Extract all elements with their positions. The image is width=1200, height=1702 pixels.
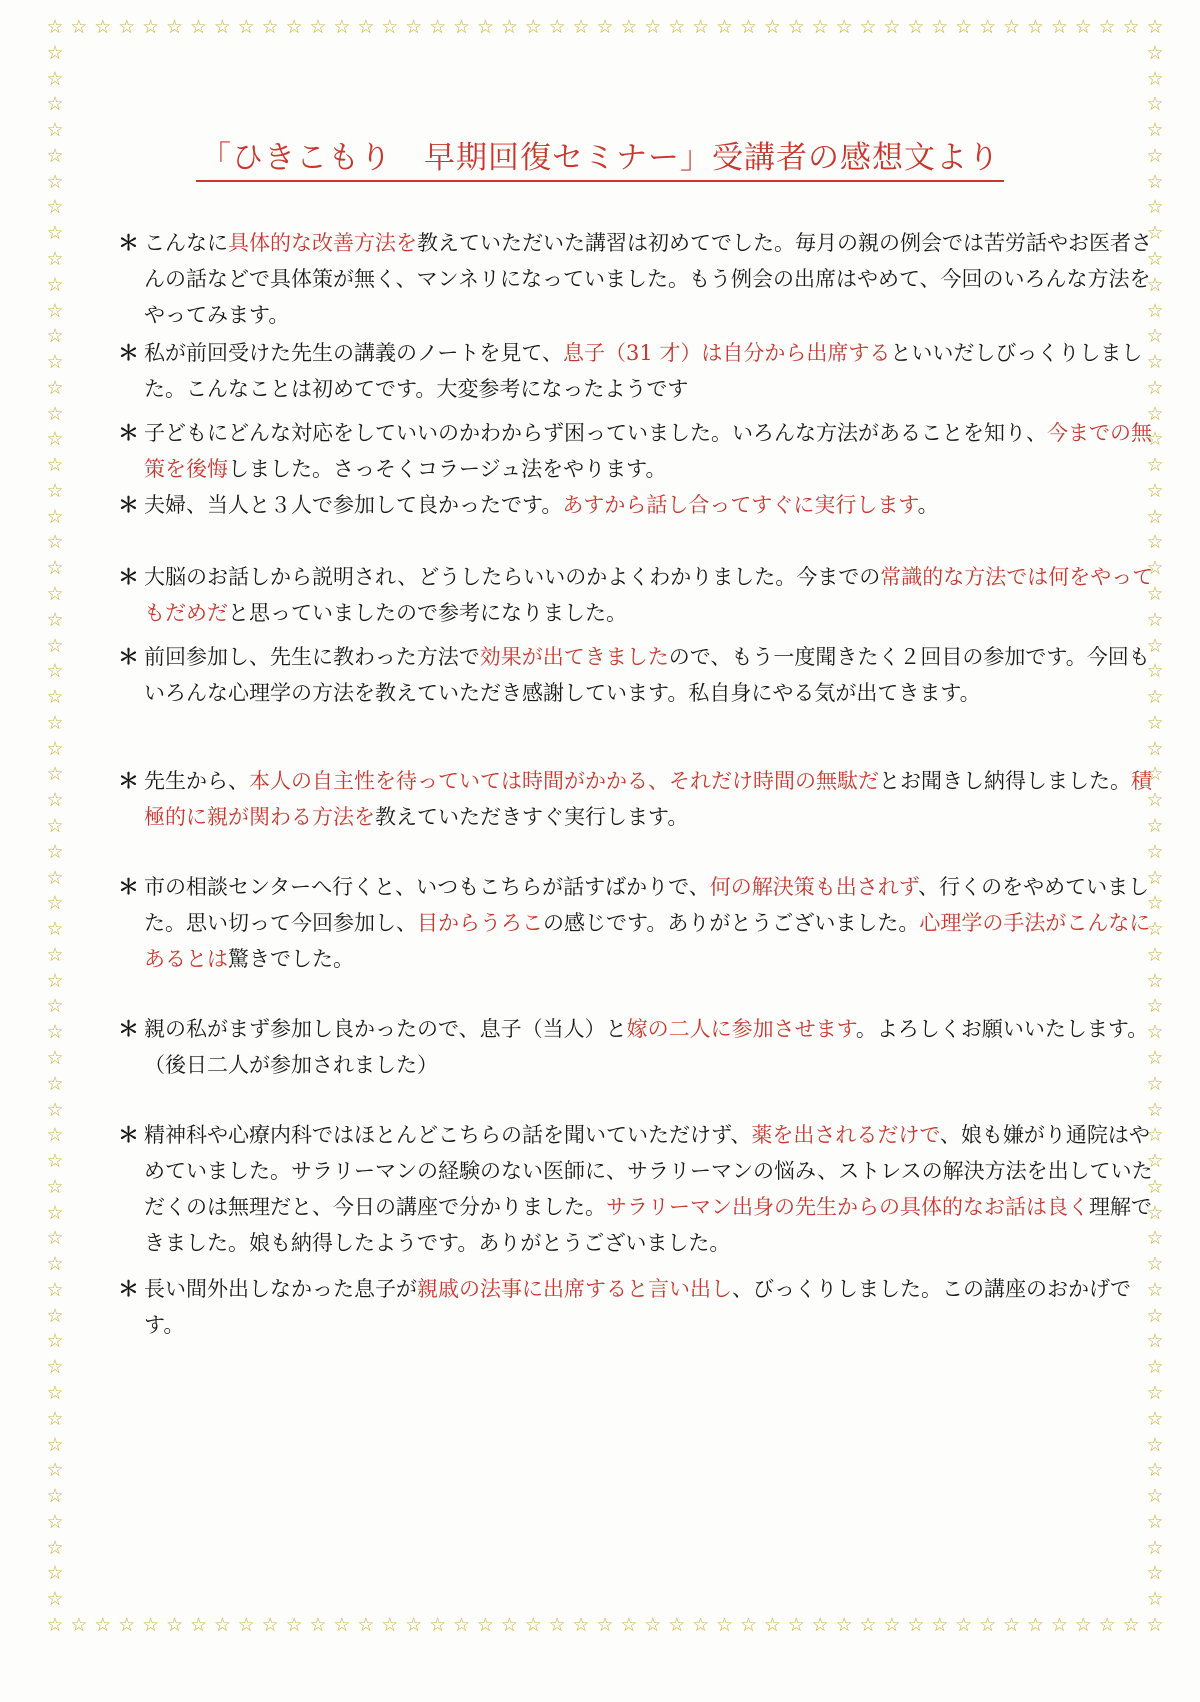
star-outline-icon: ☆ [46,815,64,837]
comment-text: 前回参加し、先生に教わった方法で [144,645,480,669]
star-outline-icon: ☆ [429,16,447,38]
highlighted-text: 今までの無策を後悔 [144,421,1152,481]
comment-item [118,335,1156,407]
star-outline-icon: ☆ [1146,840,1164,863]
star-outline-icon: ☆ [46,273,64,296]
star-outline-icon: ☆ [118,16,136,38]
star-outline-icon: ☆ [429,1614,447,1636]
star-outline-icon: ☆ [46,67,64,90]
star-outline-icon: ☆ [1146,943,1164,966]
bullet-marker: ＊ [118,645,139,669]
star-outline-icon: ☆ [46,1356,64,1379]
star-outline-icon: ☆ [452,1614,471,1636]
comment-text: 。 [917,493,939,517]
star-outline-icon: ☆ [46,1588,64,1611]
star-outline-icon: ☆ [787,16,805,38]
star-outline-icon: ☆ [46,943,64,966]
highlighted-text: 薬を出されるだけで [751,1123,940,1147]
star-outline-icon: ☆ [548,1614,566,1636]
star-outline-icon: ☆ [142,16,160,38]
star-outline-icon: ☆ [46,583,64,606]
star-outline-icon: ☆ [46,866,64,889]
star-outline-icon: ☆ [285,16,303,38]
highlighted-text: 親戚の法事に出席すると言い出し [417,1277,732,1301]
star-outline-icon: ☆ [70,1614,88,1636]
star-outline-icon: ☆ [1146,1253,1164,1276]
star-outline-icon: ☆ [309,1614,327,1636]
star-outline-icon: ☆ [213,16,231,38]
bullet-marker: ＊ [118,341,139,365]
star-outline-icon: ☆ [1146,1562,1164,1585]
highlighted-text: 具体的な改善方法を [228,231,417,255]
star-outline-icon: ☆ [1146,686,1164,709]
star-outline-icon: ☆ [46,557,64,580]
star-outline-icon: ☆ [46,1433,64,1456]
star-outline-icon: ☆ [46,660,64,683]
comment-text: 私が前回受けた先生の講義のノートを見て、 [144,341,563,365]
star-outline-icon: ☆ [1146,531,1164,554]
star-outline-icon: ☆ [476,16,494,38]
star-outline-icon: ☆ [46,1614,64,1636]
comment-item [118,559,1156,631]
star-outline-icon: ☆ [1146,247,1164,270]
comment-text: 驚きでした。 [228,947,354,971]
star-outline-icon: ☆ [1146,41,1164,64]
star-outline-icon: ☆ [620,16,638,38]
comment-text: 子どもにどんな対応をしていいのかわからず困っていました。いろんな方法があることを知り、 [144,421,1047,445]
star-outline-icon: ☆ [1146,866,1164,889]
star-outline-icon: ☆ [189,16,207,38]
star-outline-icon: ☆ [46,1072,64,1095]
star-outline-icon: ☆ [94,1614,112,1636]
star-outline-icon: ☆ [46,325,64,348]
comment-text: 、娘も嫌がり通院はやめていました。サラリーマンの経験のない医師に、サラリーマンの悩み、ストレスの解決方法を出していただくのは無理だと、今日の講座で分かりました。 [144,1123,1153,1219]
star-outline-icon: ☆ [46,428,64,451]
star-outline-icon: ☆ [955,16,973,38]
star-outline-icon: ☆ [46,1175,64,1198]
star-outline-icon: ☆ [1146,273,1164,296]
comment-text: 夫婦、当人と３人で参加して良かったです。 [144,493,563,517]
star-outline-icon: ☆ [1146,1485,1164,1508]
star-outline-icon: ☆ [46,16,64,38]
comment-item [118,869,1156,977]
star-outline-icon: ☆ [1098,1614,1116,1636]
star-outline-icon: ☆ [452,16,471,38]
star-outline-icon: ☆ [692,1614,710,1636]
star-outline-icon: ☆ [1146,1304,1164,1327]
star-outline-icon: ☆ [46,969,64,992]
star-outline-icon: ☆ [1146,428,1164,451]
star-outline-icon: ☆ [381,1614,399,1636]
star-outline-icon: ☆ [70,16,88,38]
highlighted-text: 心理学の手法がこんなにあるとは [144,911,1151,971]
star-outline-icon: ☆ [716,1614,734,1636]
star-outline-icon: ☆ [979,1614,997,1636]
star-outline-icon: ☆ [1002,1614,1021,1636]
star-outline-icon: ☆ [46,402,64,425]
star-outline-icon: ☆ [46,1253,64,1276]
highlighted-text: 目からうろこ [417,911,543,935]
star-outline-icon: ☆ [1146,16,1164,38]
highlighted-text: 積極的に親が関わる方法を [144,769,1152,829]
star-outline-icon: ☆ [309,16,327,38]
star-outline-icon: ☆ [1146,67,1164,90]
highlighted-text: 息子（31 才）は自分から出席する [562,341,891,365]
star-outline-icon: ☆ [955,1614,973,1636]
comment-text: 市の相談センターへ行くと、いつもこちらが話すばかりで、 [144,875,710,899]
star-outline-icon: ☆ [46,1098,64,1121]
bullet-marker: ＊ [118,769,139,793]
bullet-marker: ＊ [118,1017,139,1041]
star-outline-icon: ☆ [716,16,734,38]
star-outline-icon: ☆ [1146,376,1164,399]
star-outline-icon: ☆ [46,299,64,322]
star-outline-icon: ☆ [476,1614,494,1636]
star-outline-icon: ☆ [46,1485,64,1508]
star-outline-icon: ☆ [1146,1356,1164,1379]
comment-text: の感じです。ありがとうございました。 [543,911,920,935]
star-outline-icon: ☆ [1146,1021,1164,1044]
comment-text: 理解できました。娘も納得したようです。ありがとうございました。 [144,1195,1152,1255]
star-outline-icon: ☆ [1122,16,1140,38]
star-outline-icon: ☆ [357,1614,375,1636]
page-title [0,132,1200,177]
star-outline-icon: ☆ [261,1614,279,1636]
bullet-marker: ＊ [118,875,139,899]
star-outline-icon: ☆ [1146,170,1164,193]
star-outline-icon: ☆ [46,1201,64,1224]
star-outline-icon: ☆ [261,16,279,38]
star-outline-icon: ☆ [548,16,566,38]
star-outline-icon: ☆ [1146,1150,1164,1173]
star-outline-icon: ☆ [644,1614,662,1636]
star-outline-icon: ☆ [333,16,351,38]
star-outline-icon: ☆ [46,531,64,554]
star-outline-icon: ☆ [46,1304,64,1327]
star-outline-icon: ☆ [1146,479,1164,502]
star-outline-icon: ☆ [166,1614,184,1636]
star-outline-icon: ☆ [668,1614,686,1636]
star-outline-icon: ☆ [620,1614,638,1636]
star-outline-icon: ☆ [1146,196,1164,219]
comment-text: 教えていただいた講習は初めてでした。毎月の親の例会では苦労話やお医者さんの話などで具体策が無く、マンネリになっていました。もう例会の出席はやめて、今回のいろんな方法をやってみます。 [144,231,1152,327]
star-outline-icon: ☆ [1146,1459,1164,1482]
star-outline-icon: ☆ [46,1021,64,1044]
star-outline-icon: ☆ [1146,711,1164,734]
star-outline-icon: ☆ [931,16,949,38]
star-outline-icon: ☆ [46,1278,64,1301]
highlighted-text: 何の解決策も出されず [709,875,919,899]
star-outline-icon: ☆ [405,16,423,38]
star-outline-icon: ☆ [46,686,64,709]
star-outline-icon: ☆ [1122,1614,1140,1636]
star-outline-icon: ☆ [1146,325,1164,348]
comment-text: 教えていただきすぐ実行します。 [375,805,689,829]
comment-text: 、行くのをやめていました。思い切って今回参加し、 [144,875,1150,935]
star-outline-icon: ☆ [835,16,853,38]
highlighted-text: 効果が出てきました [479,645,669,669]
star-outline-icon: ☆ [763,16,781,38]
comment-item [118,487,1156,523]
star-outline-icon: ☆ [46,1407,64,1430]
star-outline-icon: ☆ [524,16,542,38]
star-outline-icon: ☆ [644,16,662,38]
star-outline-icon: ☆ [835,1614,853,1636]
star-outline-icon: ☆ [1146,454,1164,477]
star-outline-icon: ☆ [1146,1382,1164,1405]
star-outline-icon: ☆ [811,16,829,38]
star-outline-icon: ☆ [381,16,399,38]
star-outline-icon: ☆ [1146,1588,1164,1611]
star-outline-icon: ☆ [1146,1510,1164,1533]
star-outline-icon: ☆ [46,196,64,219]
comment-item [118,225,1156,333]
star-outline-icon: ☆ [859,1614,877,1636]
star-outline-icon: ☆ [1146,1175,1164,1198]
comment-text: 先生から、 [144,769,249,793]
star-outline-icon: ☆ [1050,16,1068,38]
star-outline-icon: ☆ [237,1614,255,1636]
bullet-marker: ＊ [118,1277,139,1301]
star-outline-icon: ☆ [46,1562,64,1585]
star-outline-icon: ☆ [1146,1614,1164,1636]
star-outline-icon: ☆ [1146,634,1164,657]
star-outline-icon: ☆ [1098,16,1116,38]
star-outline-icon: ☆ [692,16,710,38]
comment-text: こんなに [144,231,228,255]
page-title-text: 「ひきこもり 早期回復セミナー」受講者の感想文より [196,140,1004,182]
star-outline-icon: ☆ [46,763,64,786]
star-outline-icon: ☆ [1146,1046,1164,1069]
star-outline-icon: ☆ [1146,737,1164,760]
highlighted-text: あすから話し合ってすぐに実行します [562,493,918,517]
star-outline-icon: ☆ [46,93,64,116]
highlighted-text: 嫁の二人に参加させます [626,1017,856,1041]
star-outline-icon: ☆ [46,479,64,502]
star-outline-icon: ☆ [46,1510,64,1533]
star-outline-icon: ☆ [46,505,64,528]
star-outline-icon: ☆ [189,1614,207,1636]
star-outline-icon: ☆ [668,16,686,38]
star-outline-icon: ☆ [572,1614,590,1636]
star-outline-icon: ☆ [1026,1614,1044,1636]
star-outline-icon: ☆ [1146,144,1164,167]
star-outline-icon: ☆ [1146,789,1164,812]
star-outline-icon: ☆ [524,1614,542,1636]
highlighted-text: サラリーマン出身の先生からの具体的なお話は良く [606,1195,1089,1219]
star-outline-icon: ☆ [46,1330,64,1353]
star-outline-icon: ☆ [1146,1330,1164,1353]
star-outline-icon: ☆ [907,1614,925,1636]
star-outline-icon: ☆ [1074,16,1092,38]
star-outline-icon: ☆ [1002,16,1021,38]
star-outline-icon: ☆ [405,1614,423,1636]
bullet-marker: ＊ [118,421,139,445]
star-outline-icon: ☆ [46,608,64,631]
star-outline-icon: ☆ [883,16,901,38]
star-outline-icon: ☆ [1146,1072,1164,1095]
star-outline-icon: ☆ [46,918,64,941]
star-outline-icon: ☆ [46,634,64,657]
star-outline-icon: ☆ [237,16,255,38]
highlighted-text: 常識的な方法では何をやってもだめだ [144,565,1154,625]
star-outline-icon: ☆ [1074,1614,1092,1636]
comment-text: とお聞きし納得しました。 [879,769,1131,793]
star-outline-icon: ☆ [1146,557,1164,580]
star-outline-icon: ☆ [46,1227,64,1250]
star-outline-icon: ☆ [931,1614,949,1636]
star-outline-icon: ☆ [46,1536,64,1559]
star-outline-icon: ☆ [1146,763,1164,786]
comment-text: といいだしびっくりしました。こんなことは初めてです。大変参考になったようです [144,341,1143,401]
star-outline-icon: ☆ [1050,1614,1068,1636]
star-outline-icon: ☆ [1146,222,1164,245]
star-outline-icon: ☆ [46,144,64,167]
star-outline-icon: ☆ [907,16,925,38]
star-outline-icon: ☆ [1146,1201,1164,1224]
star-outline-icon: ☆ [763,1614,781,1636]
star-outline-icon: ☆ [142,1614,160,1636]
star-outline-icon: ☆ [46,454,64,477]
star-outline-icon: ☆ [46,892,64,915]
star-outline-icon: ☆ [46,351,64,374]
star-outline-icon: ☆ [1146,660,1164,683]
star-outline-icon: ☆ [859,16,877,38]
comment-item [118,1011,1156,1083]
star-outline-icon: ☆ [46,247,64,270]
star-outline-icon: ☆ [46,840,64,863]
star-outline-icon: ☆ [1146,1278,1164,1301]
star-outline-icon: ☆ [1146,969,1164,992]
star-outline-icon: ☆ [1146,892,1164,915]
comment-text: 長い間外出しなかった息子が [144,1277,417,1301]
star-outline-icon: ☆ [1146,1407,1164,1430]
comment-text: 。よろしくお願いいたします。（後日二人が参加されました） [144,1017,1149,1077]
bullet-marker: ＊ [118,493,139,517]
comment-item [118,639,1156,711]
star-outline-icon: ☆ [1146,93,1164,116]
star-outline-icon: ☆ [46,41,64,64]
star-outline-icon: ☆ [46,711,64,734]
star-outline-icon: ☆ [883,1614,901,1636]
comment-item [118,1271,1156,1343]
star-outline-icon: ☆ [1146,505,1164,528]
star-outline-icon: ☆ [596,1614,614,1636]
comment-text: 親の私がまず参加し良かったので、息子（当人）と [144,1017,627,1041]
star-outline-icon: ☆ [787,1614,805,1636]
star-outline-icon: ☆ [46,1459,64,1482]
star-outline-icon: ☆ [1146,1227,1164,1250]
star-outline-icon: ☆ [213,1614,231,1636]
bullet-marker: ＊ [118,1123,139,1147]
star-outline-icon: ☆ [46,789,64,812]
star-outline-icon: ☆ [1026,16,1044,38]
star-outline-icon: ☆ [46,376,64,399]
star-outline-icon: ☆ [1146,815,1164,837]
star-outline-icon: ☆ [285,1614,303,1636]
star-outline-icon: ☆ [46,737,64,760]
star-outline-icon: ☆ [1146,402,1164,425]
star-outline-icon: ☆ [1146,1433,1164,1456]
star-outline-icon: ☆ [46,995,64,1018]
comment-item [118,1117,1156,1261]
star-outline-icon: ☆ [1146,1536,1164,1559]
star-outline-icon: ☆ [1146,299,1164,322]
bullet-marker: ＊ [118,231,139,255]
star-outline-icon: ☆ [572,16,590,38]
comment-text: ので、もう一度聞きたく２回目の参加です。今回もいろんな心理学の方法を教えていただき感謝しています。私自身にやる気が出てきます。 [144,645,1150,705]
star-outline-icon: ☆ [811,1614,829,1636]
star-outline-icon: ☆ [46,170,64,193]
comment-text: しました。さっそくコラージュ法をやります。 [228,457,667,481]
star-outline-icon: ☆ [1146,1124,1164,1147]
bullet-marker: ＊ [118,565,139,589]
highlighted-text: 本人の自主性を待っていては時間がかかる、それだけ時間の無駄だ [249,769,879,793]
comment-text: 精神科や心療内科ではほとんどこちらの話を聞いていただけず、 [144,1123,752,1147]
star-outline-icon: ☆ [46,119,64,142]
star-outline-icon: ☆ [1146,1098,1164,1121]
comment-item [118,763,1156,835]
star-outline-icon: ☆ [118,1614,136,1636]
star-outline-icon: ☆ [357,16,375,38]
star-outline-icon: ☆ [94,16,112,38]
star-outline-icon: ☆ [46,1124,64,1147]
star-outline-icon: ☆ [596,16,614,38]
comment-text: 、びっくりしました。この講座のおかげです。 [144,1277,1131,1337]
star-outline-icon: ☆ [46,1382,64,1405]
star-outline-icon: ☆ [979,16,997,38]
star-outline-icon: ☆ [1146,608,1164,631]
star-outline-icon: ☆ [500,1614,518,1636]
star-outline-icon: ☆ [333,1614,351,1636]
star-outline-icon: ☆ [1146,351,1164,374]
star-outline-icon: ☆ [500,16,518,38]
comment-text: 大脳のお話しから説明され、どうしたらいいのかよくわかりました。今までの [144,565,881,589]
star-outline-icon: ☆ [739,1614,757,1636]
star-outline-icon: ☆ [46,222,64,245]
star-outline-icon: ☆ [1146,918,1164,941]
star-outline-icon: ☆ [46,1150,64,1173]
star-outline-icon: ☆ [46,1046,64,1069]
star-outline-icon: ☆ [739,16,757,38]
comment-item [118,415,1156,487]
comment-text: と思っていましたので参考になりました。 [228,601,627,625]
star-outline-icon: ☆ [1146,119,1164,142]
star-outline-icon: ☆ [1146,583,1164,606]
star-outline-icon: ☆ [166,16,184,38]
star-outline-icon: ☆ [1146,995,1164,1018]
